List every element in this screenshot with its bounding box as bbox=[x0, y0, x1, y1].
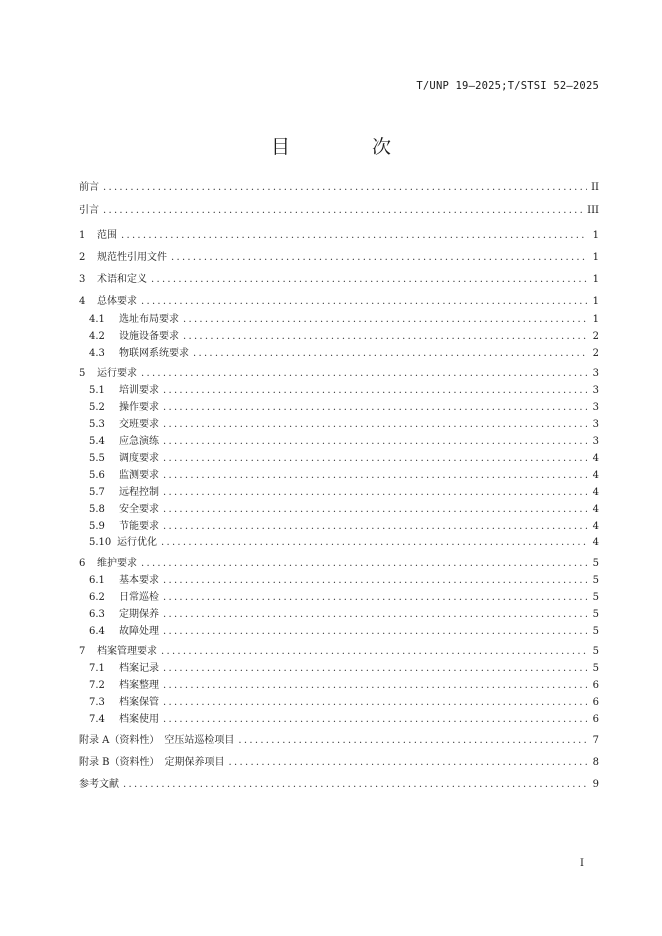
toc-entry-page: 9 bbox=[592, 779, 599, 790]
toc-entry-number: 7.1 bbox=[89, 663, 105, 674]
toc-leader-dots bbox=[163, 417, 587, 433]
toc-entry[interactable] bbox=[79, 250, 599, 266]
toc-entry-title: 运行优化 bbox=[117, 537, 157, 548]
toc-entry[interactable] bbox=[89, 712, 599, 728]
toc-entry-number: 7.4 bbox=[89, 714, 105, 725]
toc-entry-title: 总体要求 bbox=[97, 296, 137, 307]
toc-entry-number: 3 bbox=[79, 274, 86, 285]
toc-leader-dots bbox=[163, 624, 587, 640]
toc-leader-dots bbox=[163, 502, 587, 518]
toc-entry-title: 引言 bbox=[79, 205, 99, 216]
toc-entry-number: 4.2 bbox=[89, 331, 105, 342]
toc-entry-title: 规范性引用文件 bbox=[97, 252, 167, 263]
toc-entry-number: 5.1 bbox=[89, 385, 105, 396]
toc-entry[interactable] bbox=[89, 346, 599, 362]
toc-entry[interactable] bbox=[89, 695, 599, 711]
toc-entry-page: 3 bbox=[592, 368, 599, 379]
toc-leader-dots bbox=[141, 556, 587, 572]
toc-entry[interactable] bbox=[89, 624, 599, 640]
toc-entry-title: 范围 bbox=[97, 230, 117, 241]
toc-leader-dots bbox=[163, 468, 587, 484]
toc-leader-dots bbox=[163, 678, 587, 694]
toc-entry-page: 1 bbox=[592, 230, 599, 241]
toc-leader-dots bbox=[171, 250, 587, 266]
toc-entry[interactable] bbox=[79, 272, 599, 288]
toc-entry-title: 术语和定义 bbox=[97, 274, 147, 285]
toc-entry-title: 基本要求 bbox=[119, 575, 159, 586]
toc-entry-page: 7 bbox=[592, 735, 599, 746]
toc-leader-dots bbox=[141, 366, 587, 382]
toc-entry[interactable] bbox=[79, 203, 599, 219]
toc-entry-page: 2 bbox=[592, 331, 599, 342]
toc-entry-number: 5.3 bbox=[89, 419, 105, 430]
document-id: T/UNP 19—2025;T/STSI 52—2025 bbox=[416, 80, 599, 92]
toc-entry-page: 4 bbox=[592, 537, 599, 548]
toc-entry-number: 5.6 bbox=[89, 470, 105, 481]
toc-entry-title: 安全要求 bbox=[119, 504, 159, 515]
toc-entry-number: 5.10 bbox=[89, 537, 112, 548]
toc-entry[interactable] bbox=[79, 556, 599, 572]
toc-leader-dots bbox=[121, 228, 587, 244]
toc-entry[interactable] bbox=[79, 733, 599, 749]
toc-entry[interactable] bbox=[89, 434, 599, 450]
toc-entry-page: 5 bbox=[592, 575, 599, 586]
toc-entry-title: 定期保养 bbox=[119, 609, 159, 620]
toc-entry-page: 1 bbox=[592, 252, 599, 263]
toc-entry-title: 附录 A（资料性） 空压站巡检项目 bbox=[79, 735, 235, 746]
toc-entry[interactable] bbox=[89, 485, 599, 501]
toc-entry-number: 6.1 bbox=[89, 575, 105, 586]
toc-entry-title: 选址布局要求 bbox=[119, 314, 179, 325]
toc-entry[interactable] bbox=[79, 755, 599, 771]
toc-entry[interactable] bbox=[79, 294, 599, 310]
toc-entry[interactable] bbox=[89, 383, 599, 399]
toc-entry-page: 6 bbox=[592, 697, 599, 708]
toc-entry[interactable] bbox=[89, 417, 599, 433]
toc-entry-page: 4 bbox=[592, 470, 599, 481]
toc-entry-title: 档案记录 bbox=[119, 663, 159, 674]
toc-entry[interactable] bbox=[89, 312, 599, 328]
toc-entry-page: 5 bbox=[592, 663, 599, 674]
page-title: 目 次 bbox=[270, 136, 430, 158]
toc-entry[interactable] bbox=[89, 468, 599, 484]
toc-leader-dots bbox=[163, 695, 587, 711]
toc-entry-title: 参考文献 bbox=[79, 779, 119, 790]
toc-entry-title: 设施设备要求 bbox=[119, 331, 179, 342]
toc-entry-number: 6 bbox=[79, 558, 86, 569]
toc-leader-dots bbox=[163, 400, 587, 416]
toc-entry-page: 5 bbox=[592, 558, 599, 569]
toc-entry-title: 档案保管 bbox=[119, 697, 159, 708]
toc-entry-title: 培训要求 bbox=[119, 385, 159, 396]
toc-entry-number: 7.3 bbox=[89, 697, 105, 708]
toc-entry[interactable] bbox=[89, 502, 599, 518]
toc-entry-number: 7.2 bbox=[89, 680, 105, 691]
toc-leader-dots bbox=[193, 346, 587, 362]
toc-entry-number: 5.8 bbox=[89, 504, 105, 515]
toc-leader-dots bbox=[183, 312, 587, 328]
toc-entry-title: 物联网系统要求 bbox=[119, 348, 189, 359]
toc-entry-title: 节能要求 bbox=[119, 521, 159, 532]
toc-entry-page: 3 bbox=[592, 419, 599, 430]
toc-entry-number: 5.7 bbox=[89, 487, 105, 498]
toc-leader-dots bbox=[163, 519, 587, 535]
toc-entry-number: 5.4 bbox=[89, 436, 105, 447]
toc-entry[interactable] bbox=[79, 366, 599, 382]
toc-entry-title: 运行要求 bbox=[97, 368, 137, 379]
toc-leader-dots bbox=[163, 712, 587, 728]
toc-entry[interactable] bbox=[89, 329, 599, 345]
toc-entry-number: 5.9 bbox=[89, 521, 105, 532]
toc-entry[interactable] bbox=[79, 644, 599, 660]
toc-entry-page: 5 bbox=[592, 592, 599, 603]
toc-leader-dots bbox=[163, 434, 587, 450]
toc-entry-title: 档案整理 bbox=[119, 680, 159, 691]
toc-entry-page: 5 bbox=[592, 646, 599, 657]
toc-entry-title: 附录 B（资料性） 定期保养项目 bbox=[79, 757, 225, 768]
toc-entry-number: 4.3 bbox=[89, 348, 105, 359]
toc-entry-number: 6.3 bbox=[89, 609, 105, 620]
toc-entry[interactable] bbox=[79, 180, 599, 196]
toc-entry-page: 8 bbox=[592, 757, 599, 768]
toc-entry[interactable] bbox=[89, 573, 599, 589]
toc-entry[interactable] bbox=[79, 777, 599, 793]
toc-entry-page: 2 bbox=[592, 348, 599, 359]
toc-entry-number: 1 bbox=[79, 230, 86, 241]
toc-entry-page: 3 bbox=[592, 436, 599, 447]
toc-entry-page: 1 bbox=[592, 274, 599, 285]
toc-entry-title: 日常巡检 bbox=[119, 592, 159, 603]
toc-leader-dots bbox=[238, 733, 587, 749]
toc-entry[interactable] bbox=[89, 519, 599, 535]
toc-leader-dots bbox=[163, 573, 587, 589]
toc-leader-dots bbox=[151, 272, 587, 288]
toc-entry-page: 3 bbox=[592, 385, 599, 396]
toc-entry-page: III bbox=[587, 205, 599, 216]
toc-leader-dots bbox=[163, 590, 587, 606]
toc-entry-title: 调度要求 bbox=[119, 453, 159, 464]
toc-entry[interactable] bbox=[89, 678, 599, 694]
toc-leader-dots bbox=[123, 777, 587, 793]
toc-entry-number: 7 bbox=[79, 646, 86, 657]
toc-leader-dots bbox=[163, 485, 587, 501]
toc-entry-page: 1 bbox=[592, 296, 599, 307]
toc-leader-dots bbox=[229, 755, 587, 771]
toc-entry-title: 档案管理要求 bbox=[97, 646, 157, 657]
page-number: I bbox=[580, 858, 584, 869]
toc-leader-dots bbox=[163, 607, 587, 623]
toc-entry-title: 操作要求 bbox=[119, 402, 159, 413]
toc-entry-number: 6.2 bbox=[89, 592, 105, 603]
toc-entry-page: 4 bbox=[592, 453, 599, 464]
toc-entry-number: 5.2 bbox=[89, 402, 105, 413]
toc-leader-dots bbox=[103, 180, 587, 196]
toc-entry-number: 4 bbox=[79, 296, 86, 307]
toc-entry-page: 4 bbox=[592, 504, 599, 515]
toc-entry-number: 5.5 bbox=[89, 453, 105, 464]
toc-entry[interactable] bbox=[89, 607, 599, 623]
toc-entry-page: 1 bbox=[592, 314, 599, 325]
toc-entry-page: 4 bbox=[592, 521, 599, 532]
toc-leader-dots bbox=[163, 383, 587, 399]
toc-leader-dots bbox=[141, 294, 587, 310]
toc-entry-title: 故障处理 bbox=[119, 626, 159, 637]
toc-entry-page: 5 bbox=[592, 609, 599, 620]
toc-entry-number: 2 bbox=[79, 252, 86, 263]
toc-entry-page: 3 bbox=[592, 402, 599, 413]
toc-entry-title: 交班要求 bbox=[119, 419, 159, 430]
toc-leader-dots bbox=[183, 329, 587, 345]
toc-entry-page: 6 bbox=[592, 714, 599, 725]
toc-entry[interactable] bbox=[89, 451, 599, 467]
toc-entry[interactable] bbox=[79, 228, 599, 244]
toc-entry-title: 维护要求 bbox=[97, 558, 137, 569]
toc-entry[interactable] bbox=[89, 400, 599, 416]
toc-entry-page: II bbox=[591, 182, 599, 193]
toc-entry-page: 6 bbox=[592, 680, 599, 691]
toc-entry[interactable] bbox=[89, 661, 599, 677]
toc-leader-dots bbox=[161, 644, 587, 660]
toc-leader-dots bbox=[103, 203, 583, 219]
toc-leader-dots bbox=[161, 535, 587, 551]
toc-entry[interactable] bbox=[89, 535, 599, 551]
toc-entry-number: 6.4 bbox=[89, 626, 105, 637]
toc-entry-title: 远程控制 bbox=[119, 487, 159, 498]
toc-leader-dots bbox=[163, 661, 587, 677]
toc-entry[interactable] bbox=[89, 590, 599, 606]
toc-leader-dots bbox=[163, 451, 587, 467]
toc-entry-title: 应急演练 bbox=[119, 436, 159, 447]
toc-entry-title: 前言 bbox=[79, 182, 99, 193]
toc-entry-number: 5 bbox=[79, 368, 86, 379]
toc-entry-page: 5 bbox=[592, 626, 599, 637]
toc-entry-title: 档案使用 bbox=[119, 714, 159, 725]
toc-entry-title: 监测要求 bbox=[119, 470, 159, 481]
toc-entry-page: 4 bbox=[592, 487, 599, 498]
toc-entry-number: 4.1 bbox=[89, 314, 105, 325]
